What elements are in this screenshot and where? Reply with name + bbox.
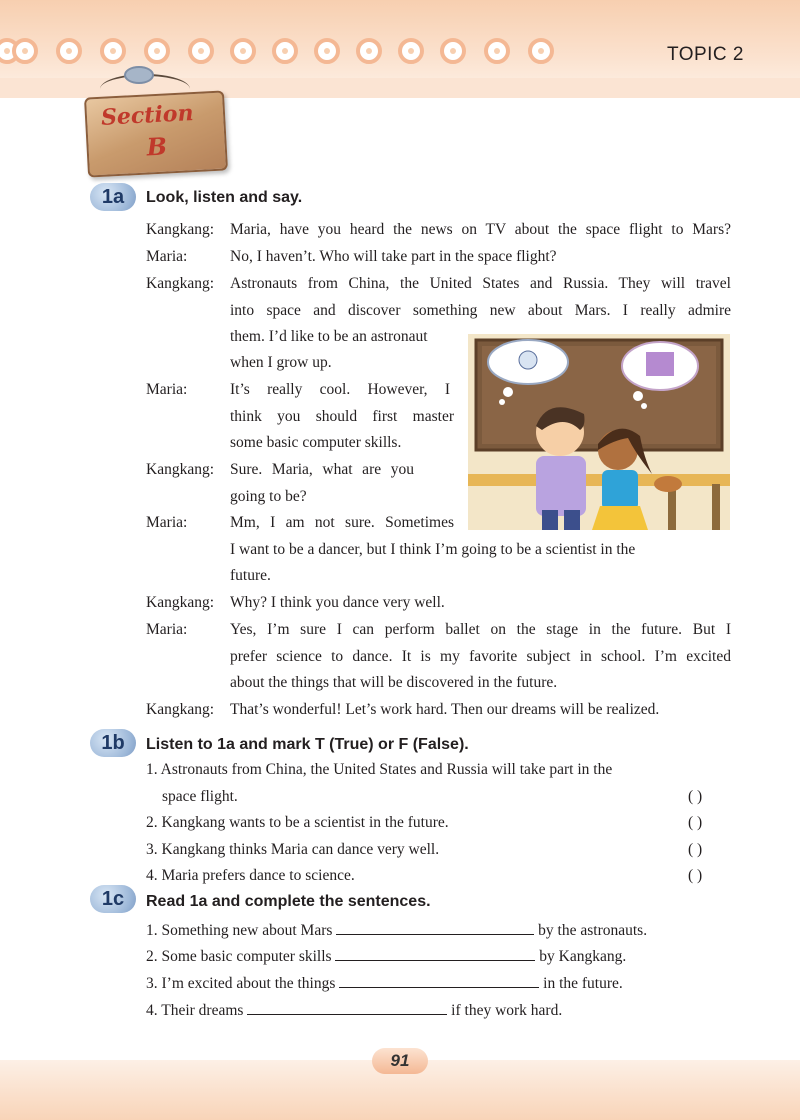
dialogue-line: Maria, have you heard the news on TV about the space flight to Mars? — [230, 221, 731, 238]
dialogue-line: That’s wonderful! Let’s work hard. Then our dreams will be realized. — [230, 701, 660, 718]
answer-blank[interactable] — [336, 920, 534, 935]
answer-paren[interactable]: ( ) — [688, 814, 703, 831]
decorative-circle-icon — [144, 38, 170, 64]
decorative-circle-icon — [356, 38, 382, 64]
decorative-circle-icon — [528, 38, 554, 64]
speaker: Maria: — [146, 514, 188, 531]
tf-item-2: 2. Kangkang wants to be a scientist in the future. — [146, 814, 449, 831]
dialogue-line: Why? I think you dance very well. — [230, 594, 445, 611]
nail-icon — [124, 66, 154, 84]
fill-item-before: 2. Some basic computer skills — [146, 948, 332, 965]
dialogue-line: future. — [230, 567, 271, 584]
decorative-circle-icon — [314, 38, 340, 64]
speaker: Maria: — [146, 621, 188, 638]
section-word: Section — [100, 100, 195, 131]
fill-item-after: by Kangkang. — [539, 948, 627, 965]
badge-1c: 1c — [90, 885, 136, 913]
dialogue-line: about the things that will be discovered in the future. — [230, 674, 558, 691]
badge-1a: 1a — [90, 183, 136, 211]
heading-1b: Listen to 1a and mark T (True) or F (False). — [146, 736, 469, 753]
dialogue-line: Yes, I’m sure I can perform ballet on the stage in the future. But I — [230, 621, 731, 638]
speaker: Kangkang: — [146, 594, 215, 611]
heading-1c: Read 1a and complete the sentences. — [146, 893, 431, 910]
dialogue-line: going to be? — [230, 488, 307, 505]
classroom-illustration — [468, 334, 730, 530]
dialogue-line: I want to be a dancer, but I think I’m going to be a scientist in the — [230, 541, 636, 558]
fill-item-before: 3. I’m excited about the things — [146, 975, 336, 992]
dialogue-line: It’s really cool. However, I — [230, 381, 450, 398]
tf-item-1: 1. Astronauts from China, the United States and Russia will take part in the — [146, 761, 613, 778]
section-letter: B — [145, 131, 168, 162]
dialogue-line: prefer science to dance. It is my favorite subject in school. I’m excited — [230, 648, 731, 665]
answer-paren[interactable]: ( ) — [688, 867, 703, 884]
fill-item-3 — [146, 973, 623, 994]
speaker: Maria: — [146, 381, 188, 398]
decorative-circle-icon — [230, 38, 256, 64]
fill-item-after: if they work hard. — [451, 1002, 563, 1019]
fill-item-after: in the future. — [543, 975, 623, 992]
decorative-circle-icon — [56, 38, 82, 64]
speaker: Kangkang: — [146, 701, 215, 718]
fill-item-before: 1. Something new about Mars — [146, 922, 333, 939]
dialogue-line: Astronauts from China, the United States and Russia. They will travel — [230, 275, 731, 292]
section-sign — [84, 90, 228, 177]
decorative-circle-icon — [440, 38, 466, 64]
answer-paren[interactable]: ( ) — [688, 841, 703, 858]
decorative-circle-icon — [398, 38, 424, 64]
speaker: Kangkang: — [146, 221, 215, 238]
badge-1b: 1b — [90, 729, 136, 757]
answer-blank[interactable] — [247, 1000, 447, 1015]
decorative-circle-icon — [484, 38, 510, 64]
page-number: 91 — [372, 1048, 428, 1074]
answer-blank[interactable] — [335, 946, 535, 961]
answer-paren[interactable]: ( ) — [688, 788, 703, 805]
answer-blank[interactable] — [339, 973, 539, 988]
decorative-circle-icon — [188, 38, 214, 64]
fill-item-before: 4. Their dreams — [146, 1002, 244, 1019]
dialogue-line: Mm, I am not sure. Sometimes — [230, 514, 454, 531]
speaker: Maria: — [146, 248, 188, 265]
dialogue-line: when I grow up. — [230, 354, 332, 371]
decorative-circle-icon — [12, 38, 38, 64]
dialogue-line: No, I haven’t. Who will take part in the space flight? — [230, 248, 557, 265]
speaker: Kangkang: — [146, 461, 215, 478]
dialogue-line: into space and discover something new about Mars. I really admire — [230, 302, 731, 319]
tf-item-4: 4. Maria prefers dance to science. — [146, 867, 355, 884]
dialogue-line: think you should first master — [230, 408, 454, 425]
fill-item-1 — [146, 920, 647, 941]
heading-1a: Look, listen and say. — [146, 189, 303, 206]
fill-item-4 — [146, 1000, 562, 1021]
dialogue-line: some basic computer skills. — [230, 434, 402, 451]
fill-item-2 — [146, 946, 626, 967]
tf-item-3: 3. Kangkang thinks Maria can dance very well. — [146, 841, 440, 858]
tf-item-1-cont: space flight. — [162, 788, 238, 805]
decorative-circle-icon — [272, 38, 298, 64]
dialogue-line: Sure. Maria, what are you — [230, 461, 414, 478]
decorative-circle-icon — [100, 38, 126, 64]
topic-label: TOPIC 2 — [666, 44, 744, 65]
speaker: Kangkang: — [146, 275, 215, 292]
dialogue-line: them. I’d like to be an astronaut — [230, 328, 428, 345]
fill-item-after: by the astronauts. — [538, 922, 648, 939]
